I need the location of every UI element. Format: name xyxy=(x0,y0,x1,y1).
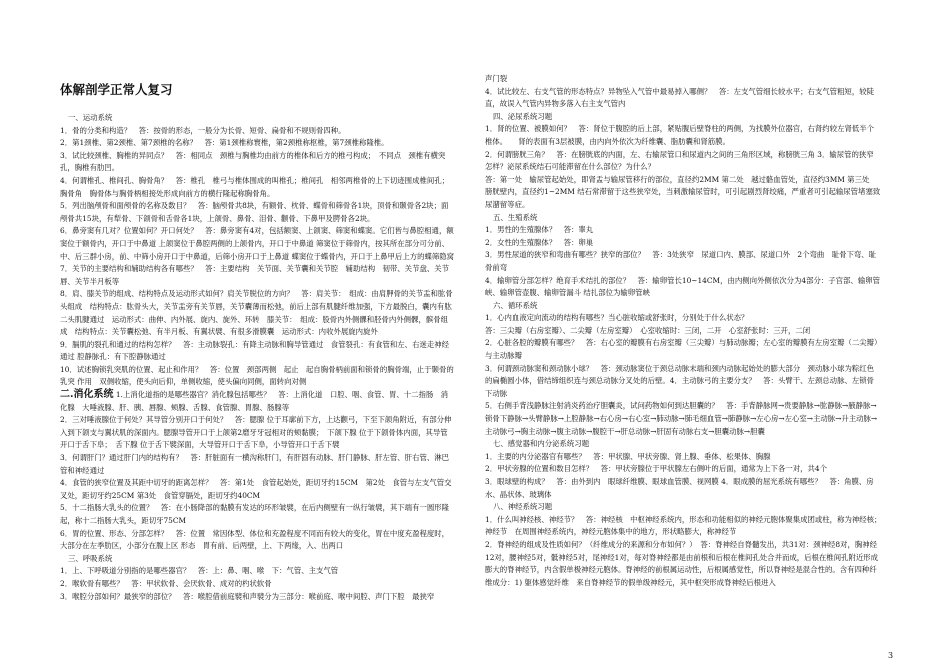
paragraph: 8．肩、膝关节的组成、结构特点及运动形式如何？肩关节脱位的方向？ 答：肩关节： 组成：由肩胛骨的关节盂和肱骨头组成 结构特点：肱骨头大，关节盂旁有关节唇，关节囊薄而松弛，前后上部有肌腱纤维加强，下方最脱白，囊内有肱二头肌腱通过 运动形式：曲伸、内外展、旋内、旋外、环转 膝关节： 组成：股骨内外侧髁和胫骨内外侧髁，髌骨组成 结构特点：关节囊松弛、有半月板、有翼状襞、有很多滑膜囊 运动形式：内收外展旋内旋外 xyxy=(60,289,453,337)
paragraph: 5．右侧手背浅静脉注射消炎药治疗胆囊炎，试问药物如何到达胆囊的？ 答：手背静脉网→贵要静脉→肱静脉→腋静脉→锁骨下静脉→头臂静脉→上腔静脉→右心房→右心室→肺动脉→肺毛细血管→肺静脉→左心房→左心室→主动脉→升主动脉→主动脉弓→胸主动脉→腹主动脉→腹腔干→肝总动脉→肝固有动脉右支→胆囊动脉→胆囊 xyxy=(485,401,878,436)
section-heading: 五、生殖系统 xyxy=(493,212,538,222)
paragraph: 1．男性的生殖腺体？ 答：睾丸 xyxy=(485,225,594,235)
paragraph: 4．何谓椎孔、椎间孔、胸骨角？ 答：椎孔 椎弓与椎体围成的叫椎孔；椎间孔 相邻两椎骨的上下切迹围成椎间孔； 胸骨角 胸骨体与胸骨柄相接处形成向前方的横行隆起称胸骨角。 xyxy=(60,175,453,198)
paragraph: 4．食管的狭窄位置及其距中切牙的距离怎样？ 答：第1处 食管起始处，距切牙约15CM 第2处 食管与左支气管交叉处，距切牙约25CM 第3处 食管穿膈处，距切牙约40CM xyxy=(60,478,452,500)
paragraph: 4．试比较左、右支气管的形态特点？异物坠入气管中最易掉入哪侧？ 答：左支气管细长较水平；右支气管粗短，较陡直，故误入气管内异物多落入右主支气管内 xyxy=(485,86,875,109)
paragraph: 3．试比较颈椎、胸椎的异同点？ 答：相同点 颈椎与胸椎均由前方的椎体和后方的椎弓构成； 不同点 颈椎有横突孔，胸椎有肋凹。 xyxy=(60,150,446,173)
paragraph: 1．主要的内分泌器官有哪些？ 答：甲状腺、甲状旁腺、肾上腺、垂体、松果体、胸腺 xyxy=(485,451,771,461)
paragraph: 2．女性的生殖腺体？ 答：卵巢 xyxy=(485,237,594,247)
paragraph: 3．何谓颈动脉窦和颈动脉小球？ 答：颈动脉窦位于颈总动脉末端和颈内动脉起始处的膨大部分 颈动脉小球为粽红色的扁椭圆小体，借结缔组织连与颈总动脉分叉处的后壁。4．主动脉弓的主要分支？ 答：头臂干、左颈总动脉、左锁骨下动脉 xyxy=(485,363,875,398)
section-heading: 六、循环系统 xyxy=(493,300,538,310)
paragraph: 10．试述胸锁乳突肌的位置、起止和作用？ 答：位置 颈部两侧 起止 起自胸骨柄前面和锁骨的胸骨端，止于颞骨的乳突 作用 双侧收缩，使头向后仰，单侧收缩，使头偏向同侧，面转向对侧 xyxy=(60,364,454,387)
paragraph: 1．什么叫神经核、神经节？ 答：神经核 中枢神经系统内，形态和功能相似的神经元胞体聚集成团或柱，称为神经核； 神经节 在周围神经系统内，神经元胞体集中的地方，形状略膨大，称神经节 xyxy=(485,514,886,537)
paragraph: 2．三对唾液腺位于何处？其导管分别开口于何处？ 答：腮腺 位于耳廓前下方，上达颧弓，下至下颌角附近，有部分伸入到下颌支与翼状肌的深面内。腮腺导管开口于上颌第2磨牙牙冠相对的颊黏膜； 下颌下腺 位于下颌骨体内面，其导管开口于舌下阜； 舌下腺 位于舌下襞深面，大导管开口于舌下阜，小导管开口于舌下襞 xyxy=(60,415,452,450)
paragraph: 3．男性尿道的狭窄和弯曲有哪些？狭窄的部位？ 答：3处狭窄 尿道口内、膜部、尿道口外 2个弯曲 耻骨下弯、耻骨前弯 xyxy=(485,250,877,272)
chapter-title: 二.消化系统 xyxy=(60,389,114,401)
paragraph: 2．甲状旁腺的位置和数目怎样？ 答：甲状旁腺位于甲状腺左右侧叶的后面，通常为上下各一对，共4个 xyxy=(485,464,827,474)
paragraph: 1．骨的分类和构造？ 答：按骨的形态，一般分为长骨、短骨、扁骨和不规则骨四种。 xyxy=(60,125,346,135)
chapter-heading xyxy=(60,389,455,414)
page-title: 体解剖学正常人复习 xyxy=(60,82,173,97)
paragraph: 9．膈肌的裂孔和通过的结构怎样？ 答：主动脉裂孔：有降主动脉和胸导管通过 食管裂孔：有食管和左、右迷走神经通过 腔静脉孔：有下腔静脉通过 xyxy=(60,339,450,362)
paragraph: 2．何谓膀胱三角？ 答：在膀胱底的内面，左、右输尿管口和尿道内之间的三角形区域，称膀胱三角 3．输尿管的狭窄怎样？泌尿系统结石可能滞留在什么部位？为什么？ xyxy=(485,149,874,172)
paragraph: 3．眼球壁的构成？ 答：由外到内 眼球纤维膜、眼球血管膜、视网膜 4．眼成膜的屈光系统有哪些？ 答：角膜、房水、晶状体、玻璃体 xyxy=(485,477,874,499)
paragraph: 3．喉腔分部如何？最狭窄的部位？ 答：喉腔借前庭襞和声襞分为三部分：喉前庭、喉中间腔、声门下腔 最狭窄 xyxy=(60,591,435,601)
paragraph: 答：第一处 输尿管起始处，即肾盂与输尿管移行的部位，直径约2MM 第二处 越过骼血管处，直径约3MM 第三处 膀胱壁内，直径约1~2MM 结石常滞留于这些狭窄处，当刺激输尿管时，可引起剧烈肾绞痛，严重者可引起输尿管堵塞致尿潴留等症。 xyxy=(485,174,881,209)
paragraph: 声门裂 xyxy=(485,74,508,83)
paragraph: 3．何谓肝门？通过肝门内的结构有？ 答：肝脏面有一横沟称肝门，有肝固有动脉、肝门静脉、肝左管、肝右管、淋巴管和神经通过 xyxy=(60,453,450,475)
paragraph: 1．心内血液定向流动的结构有哪些？当心脏收缩或舒张时，分别处于什么状态？ xyxy=(485,313,749,323)
paragraph: 7．关节的主要结构和辅助结构各有哪些？ 答：主要结构 关节面、关节囊和关节腔 辅助结构 韧带、关节盘、关节唇、关节半月板等 xyxy=(60,264,450,286)
paragraph: 2．第1颈椎、第2颈椎、第7颈椎的名称？ 答：第1颈椎称寰椎，第2颈椎称枢椎，第7颈椎称隆椎。 xyxy=(60,138,389,148)
paragraph: 1．上、下呼吸道分别指的是哪些器官？ 答：上：鼻、咽、喉 下：气管、主支气管 xyxy=(60,566,339,576)
paragraph: 2．喉软骨有哪些？ 答：甲状软骨、会厌软骨、成对的杓状软骨 xyxy=(60,578,272,588)
section-heading: 一、运动系统 xyxy=(68,113,113,122)
paragraph: 6．胃的位置、形态、分部怎样？ 答：位置 常因体型、体位和充盈程度不同而有较大的变化，胃在中度充盈程度时，大部分在左季肋区，小部分在腹上区 形态 胃有前、后两壁，上、下两缘，入、出两口 xyxy=(60,528,450,551)
paragraph: 5．十二指肠大乳头的位置？ 答：在小肠降部的黏膜有发达的环形皱襞，在后内侧壁有一纵行皱襞，其下端有一圆形隆起，称十二指肠大乳头，距切牙75CM xyxy=(60,503,450,525)
right-column xyxy=(485,73,886,589)
chapter-text: 1.上消化道指的是哪些器官？消化腺包括哪些？ 答：上消化道 口腔、咽、食管、胃、十二指肠 消化腺 大唾液腺、肝、胰、唇腺、颊腺、舌腺、食管腺、胃腺、肠腺等 xyxy=(60,390,449,412)
section-heading: 四、泌尿系统习题 xyxy=(493,111,553,121)
paragraph: 2．脊神经的组成及性质如何？（纤维成分的来源和分布如何？） 答：脊神经自脊髓发出，共31对：颈神经8对，胸神经12对，腰神经5对，骶神经5对，尾神经1对，每对脊神经都是由前根和后根在椎间孔处合并而成，后根在椎间孔附近形成膨大的脊神经节，内含假单极神经元胞体。脊神经的前根属运动性，后根属感觉性，所以脊神经是混合性的。含有四种纤维成分：1) 躯体感觉纤维 来自脊神经节的假单级神经元，其中枢突形成脊神经后根进入 xyxy=(485,539,879,587)
section-heading: 八、神经系统习题 xyxy=(493,502,553,512)
page-number: 3 xyxy=(888,651,894,660)
section-heading: 三、呼吸系统 xyxy=(68,553,113,563)
paragraph: 2．心脏各腔的瓣膜有哪些？ 答：右心室的瓣膜有右房室瓣（三尖瓣）与肺动脉瓣；左心室的瓣膜有左房室瓣（二尖瓣）与主动脉瓣 xyxy=(485,338,878,361)
paragraph: 答：三尖瓣（右房室瓣）、二尖瓣（左房室瓣） 心室收缩时：三闭，二开 心室舒张时：三开，二闭 xyxy=(485,325,811,335)
left-column xyxy=(60,112,455,603)
paragraph: 5．列出脑颅骨和面颅骨的名称及数目？ 答：脑颅骨共8块，有额骨、枕骨、蝶骨和筛骨各1块，顶骨和颞骨各2块；面颅骨共15块，有犁骨、下颌骨和舌骨各1块，上颌骨、鼻骨、泪骨、颧骨、下鼻甲及腭骨各2块。 xyxy=(60,201,449,223)
paragraph: 4．输卵管分部怎样？绝育手术结扎的部位？ 答：输卵管长10~14CM，由内侧向外侧依次分为4部分：子宫部、输卵管峡、输卵管壶腹、输卵管漏斗 结扎部位为输卵管峡 xyxy=(485,275,880,298)
paragraph: 6．鼻旁窦有几对？位置如何？开口何处？ 答：鼻旁窦有4对，包括额窦、上颌窦、筛窦和蝶窦。它们皆与鼻腔相通，额窦位于额骨内，开口于中鼻道 上颌窦位于鼻腔两侧的上颌骨内，开口于中鼻道 筛窦位于筛骨内，按其所在部分可分前、中、后三群小房，前、中筛小房开口于中鼻道，后筛小房开口于上鼻道 蝶窦位于蝶骨内，开口于上鼻甲后上方的蝶筛隐窝 xyxy=(60,226,455,261)
section-heading: 七、感觉器和内分泌系统习题 xyxy=(493,439,590,449)
paragraph: 1．肾的位置、被膜如何？ 答：肾位于腹腔的后上部，紧贴腹后壁脊柱的两侧，为找膜外位器官，右肾约较左肾低半个椎体。 肾的表面有3层被膜，由内向外依次为纤维囊、脂肪囊和肾筋膜。 xyxy=(485,124,875,146)
